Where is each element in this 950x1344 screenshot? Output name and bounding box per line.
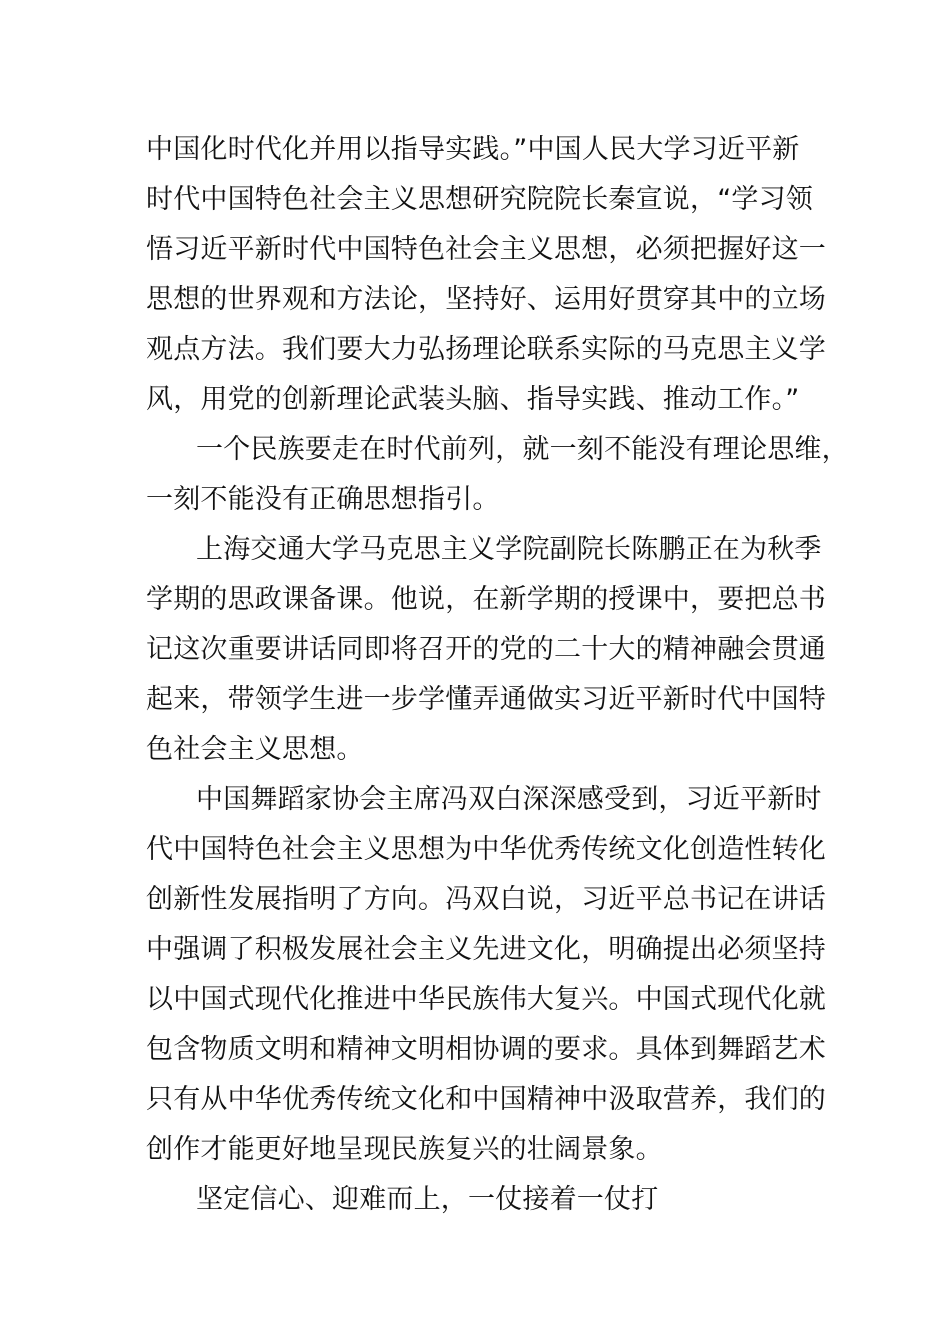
text-line: 包含物质文明和精神文明相协调的要求。具体到舞蹈艺术 (146, 1034, 826, 1065)
text-line: 记这次重要讲话同即将召开的党的二十大的精神融会贯通 (146, 634, 826, 665)
text-line: 创新性发展指明了方向。冯双白说，习近平总书记在讲话 (146, 884, 826, 915)
text-line: 代中国特色社会主义思想为中华优秀传统文化创造性转化 (146, 834, 826, 865)
text-line: 创作才能更好地呈现民族复兴的壮阔景象。 (146, 1134, 663, 1165)
text-line: 只有从中华优秀传统文化和中国精神中汲取营养，我们的 (146, 1084, 826, 1115)
text-line: 一刻不能没有正确思想指引。 (146, 484, 500, 515)
text-line: 风，用党的创新理论武装头脑、指导实践、推动工作。” (146, 384, 800, 415)
text-line: 时代中国特色社会主义思想研究院院长秦宣说，“学习领 (146, 184, 813, 215)
paragraph-first-line: 中国舞蹈家协会主席冯双白深深感受到，习近平新时 (196, 784, 822, 815)
paragraph-first-line: 一个民族要走在时代前列，就一刻不能没有理论思维， (196, 434, 849, 465)
text-line: 观点方法。我们要大力弘扬理论联系实际的马克思主义学 (146, 334, 826, 365)
text-line: 悟习近平新时代中国特色社会主义思想，必须把握好这一 (146, 234, 826, 265)
section-heading: 坚定信心、迎难而上，一仗接着一仗打 (196, 1184, 659, 1215)
text-line: 起来，带领学生进一步学懂弄通做实习近平新时代中国特 (146, 684, 826, 715)
text-line: 色社会主义思想。 (146, 734, 364, 765)
text-line: 学期的思政课备课。他说，在新学期的授课中，要把总书 (146, 584, 826, 615)
paragraph-first-line: 上海交通大学马克思主义学院副院长陈鹏正在为秋季 (196, 534, 822, 565)
text-line: 思想的世界观和方法论，坚持好、运用好贯穿其中的立场 (146, 284, 826, 315)
text-line: 中强调了积极发展社会主义先进文化，明确提出必须坚持 (146, 934, 826, 965)
text-line: 以中国式现代化推进中华民族伟大复兴。中国式现代化就 (146, 984, 826, 1015)
text-line: 中国化时代化并用以指导实践。”中国人民大学习近平新 (146, 134, 800, 165)
